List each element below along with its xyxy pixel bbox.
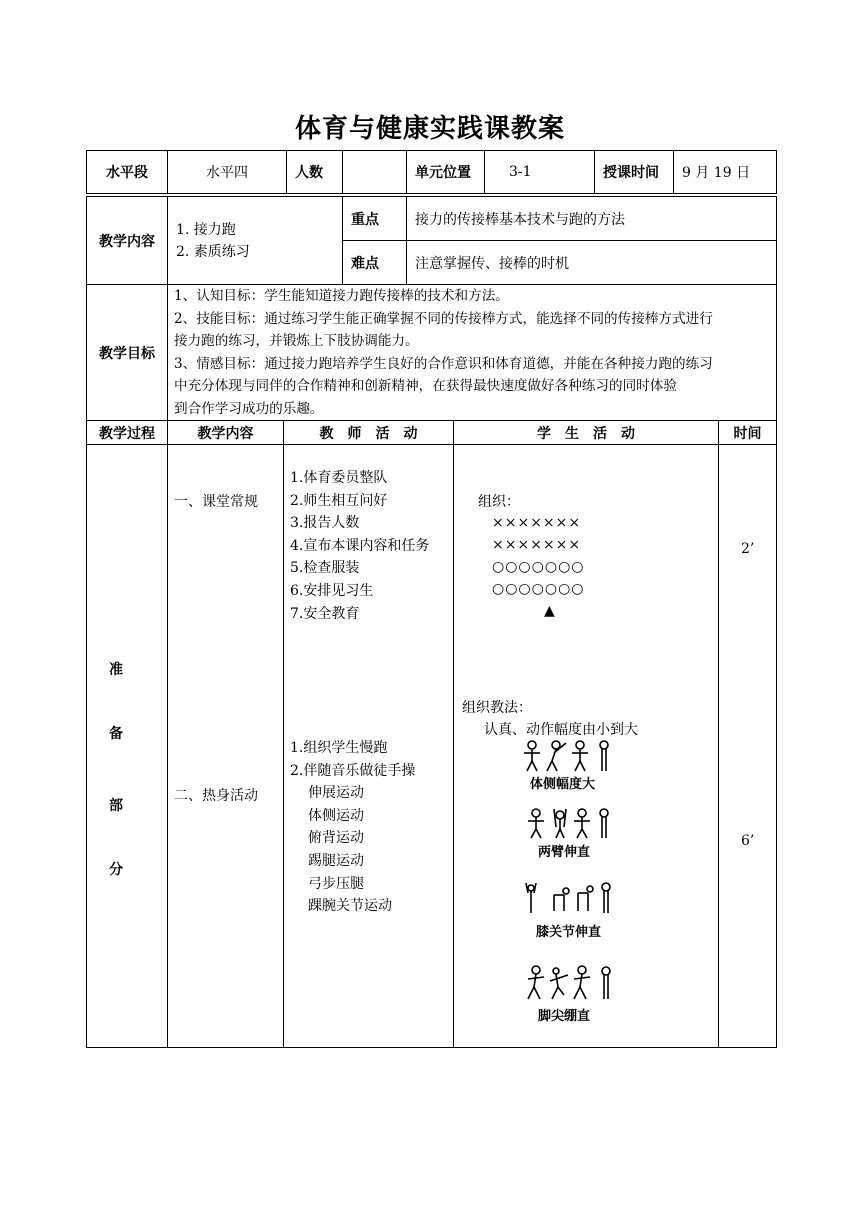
- time-value: 2’: [741, 541, 755, 557]
- teacher-step: 5.检查服装: [290, 560, 360, 577]
- unit-value: 3-1: [485, 151, 595, 194]
- content-item: 2. 素质练习: [176, 243, 250, 260]
- stick-figures-icon: [522, 739, 618, 773]
- level-value: 水平四: [168, 151, 287, 194]
- figure-caption: 脚尖绷直: [538, 1009, 591, 1024]
- difficulty-value: 注意掌握传、接棒的时机: [407, 241, 777, 285]
- figure-caption: 体侧幅度大: [530, 777, 596, 792]
- teacher-step: 1.组织学生慢跑: [290, 740, 388, 756]
- teacher-step: 弓步压腿: [308, 875, 364, 892]
- process-header: 时间: [719, 421, 777, 445]
- teacher-step: 7.安全教育: [290, 605, 360, 622]
- teacher-step: 2.伴随音乐做徒手操: [290, 762, 416, 779]
- process-table: [86, 420, 777, 1048]
- difficulty-label: 难点: [343, 241, 407, 285]
- objective-line: 接力跑的练习，并锻炼上下肢协调能力。: [174, 333, 419, 349]
- time-label: 授课时间: [595, 151, 674, 194]
- teacher-cell: [284, 445, 454, 1048]
- process-header: 教 师 活 动: [284, 421, 454, 445]
- count-label: 人数: [287, 151, 343, 194]
- formation-row: ×××××××: [492, 515, 582, 531]
- part2-content: 二、热身活动: [174, 788, 258, 804]
- objective-line: 中充分体现与同伴的合作精神和创新精神，在获得最快速度做好各种练习的同时体验: [174, 378, 677, 394]
- teacher-step: 踢腿运动: [308, 852, 364, 869]
- figure-caption: 膝关节伸直: [536, 925, 602, 940]
- teacher-position-marker: ▲: [544, 603, 555, 619]
- objective-line: 3、情感目标：通过接力跑培养学生良好的合作意识和体育道德，并能在各种接力跑的练习: [174, 355, 713, 372]
- section-char: 备: [109, 726, 123, 742]
- content-table: [86, 196, 777, 285]
- time-value: 6’: [741, 833, 755, 849]
- section-char: 准: [109, 662, 123, 678]
- key-value: 接力的传接棒基本技术与跑的方法: [407, 197, 777, 241]
- teacher-step: 伸展运动: [308, 785, 364, 802]
- student-cell: [454, 445, 719, 1048]
- formation-row: ×××××××: [492, 537, 582, 553]
- count-value: [343, 151, 407, 194]
- process-header: 教学过程: [87, 421, 168, 445]
- method-title: 组织教法：: [462, 700, 532, 716]
- page-title: 体育与健康实践课教案: [294, 114, 565, 144]
- section-char: 部: [109, 798, 123, 814]
- formation-row: ○○○○○○○: [492, 581, 585, 597]
- process-header: 学 生 活 动: [454, 421, 719, 445]
- process-header: 教学内容: [168, 421, 284, 445]
- teacher-step: 俯背运动: [308, 830, 364, 847]
- method-note: 认真、动作幅度由小到大: [484, 722, 638, 738]
- level-label: 水平段: [87, 151, 168, 194]
- time-value: 9 月 19 日: [674, 151, 777, 194]
- objective-line: 1、认知目标：学生能知道接力跑传接棒的技术和方法。: [174, 288, 509, 304]
- teacher-step: 2.师生相互问好: [290, 492, 388, 509]
- part1-content: 一、课堂常规: [174, 494, 258, 510]
- content-label: 教学内容: [87, 197, 168, 285]
- section-char: 分: [109, 862, 123, 878]
- teacher-step: 4.宣布本课内容和任务: [290, 537, 430, 554]
- teacher-step: 1.体育委员整队: [290, 470, 388, 486]
- objectives-label: 教学目标: [87, 285, 168, 421]
- unit-label: 单元位置: [407, 151, 485, 194]
- key-label: 重点: [343, 197, 407, 241]
- objective-line: 到合作学习成功的乐趣。: [174, 400, 324, 417]
- objectives-table: [86, 284, 777, 421]
- teacher-step: 3.报告人数: [290, 515, 360, 532]
- content-cell: [168, 445, 284, 1048]
- stick-figures-icon: [524, 965, 618, 1001]
- section-cell: [87, 445, 168, 1048]
- objective-line: 2、技能目标：通过练习学生能正确掌握不同的传接棒方式，能选择不同的传接棒方式进行: [174, 310, 713, 327]
- header-table: [86, 150, 777, 194]
- formation-title: 组织：: [478, 494, 520, 510]
- stick-figures-icon: [526, 807, 616, 839]
- content-item: 1. 接力跑: [176, 221, 236, 238]
- teacher-step: 6.安排见习生: [290, 582, 374, 599]
- stick-figures-icon: [522, 881, 618, 915]
- figure-caption: 两臂伸直: [538, 845, 591, 860]
- teacher-step: 体侧运动: [308, 807, 364, 824]
- formation-row: ○○○○○○○: [492, 559, 585, 575]
- teacher-step: 踝腕关节运动: [308, 898, 392, 915]
- time-cell: [719, 445, 777, 1048]
